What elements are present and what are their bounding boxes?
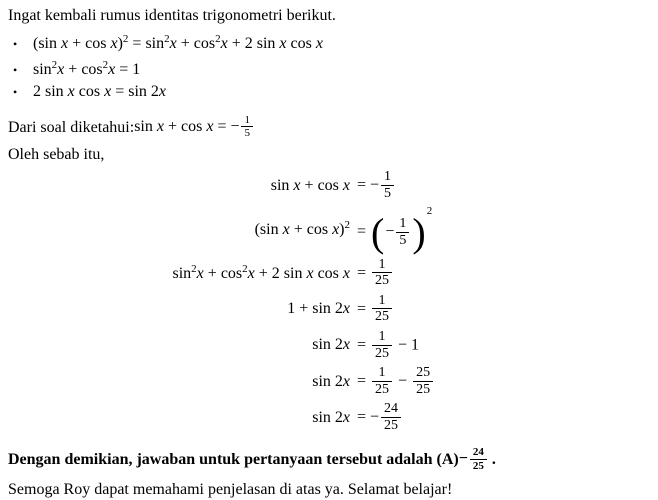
given-paragraph	[8, 111, 650, 143]
equation-row	[8, 365, 650, 398]
equation-lhs: sin 2x	[312, 372, 350, 390]
equation-rhs: = − $\frac{1}{5}$	[350, 169, 396, 202]
equation-lhs: 1 + sin 2x	[287, 300, 350, 318]
equation-rhs: = − $\frac{24}{25}$	[350, 401, 403, 434]
conclusion-text: Dengan demikian, jawaban untuk pertanyaan tersebut adalah (A)	[8, 450, 459, 468]
conclusion-paragraph	[8, 444, 650, 474]
equation-row	[8, 293, 650, 326]
equation-lhs: (sin x + cos x)$^2$	[254, 219, 350, 239]
bullet-math: $\sin^2x + \cos^2x = 1$	[33, 59, 141, 78]
equation-row	[8, 257, 650, 290]
equation-lhs: $\sin^2x + \cos^2x + 2$ sin x cos x	[172, 263, 350, 283]
bullet-item	[8, 29, 650, 55]
equation-row	[8, 401, 650, 434]
given-text: Dari soal diketahui:	[8, 118, 135, 136]
conclusion-math: − $\frac{24}{25}$	[459, 446, 489, 472]
bullet-math: 2 sin x cos x = sin 2x	[33, 83, 167, 100]
intro-paragraph: Ingat kembali rumus identitas trigonometri berikut.	[8, 7, 336, 24]
conclusion-period: .	[491, 450, 496, 468]
equation-row	[8, 169, 650, 202]
equation-rhs: = $\frac{1}{25}$ − $\frac{25}{25}$	[350, 365, 435, 398]
equation-rhs: = (− $\frac{1}{5}$ )$^2$	[357, 205, 433, 255]
bullet-icon: •	[13, 85, 18, 99]
bullet-item	[8, 81, 650, 103]
equation-rhs: = $\frac{1}{25}$	[350, 293, 394, 326]
bullet-icon: •	[13, 37, 18, 51]
equation-block	[8, 169, 650, 434]
bullet-list	[8, 29, 650, 103]
equation-lhs: sin x + cos x	[270, 176, 350, 194]
bullet-item	[8, 55, 650, 81]
closing-paragraph: Semoga Roy dapat memahami penjelasan di atas ya. Selamat belajar!	[8, 481, 453, 499]
equation-lhs: sin 2x	[312, 408, 350, 426]
equation-rhs: = $\frac{1}{25}$	[350, 257, 394, 290]
bullet-icon: •	[13, 63, 18, 77]
equation-row	[8, 205, 650, 253]
given-math: sin x + cos x = − $\frac{1}{5}$	[134, 114, 255, 140]
therefore-paragraph: Oleh sebab itu,	[8, 146, 105, 163]
bullet-math: (sin $x + \cos x)^2 = \sin^2x + \cos^2x + 2$ sin x cos x	[33, 33, 323, 52]
equation-row	[8, 329, 650, 362]
equation-lhs: sin 2x	[312, 336, 350, 354]
equation-rhs: = $\frac{1}{25}$ − 1	[357, 328, 420, 361]
